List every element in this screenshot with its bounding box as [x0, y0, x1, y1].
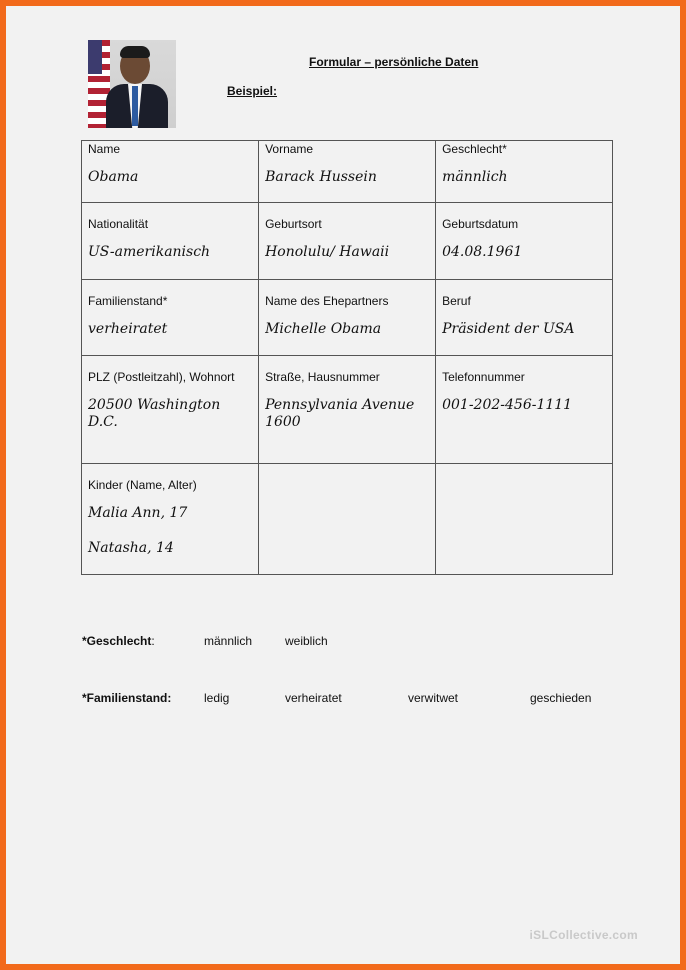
legend-geschlecht-text: *Geschlecht: [82, 634, 152, 648]
form-cell-strasse: [259, 356, 436, 464]
field-label: Straße, Hausnummer: [265, 370, 380, 384]
legend-option: verheiratet: [285, 691, 342, 705]
legend-geschlecht-label: [82, 634, 155, 648]
table-row: [82, 141, 613, 203]
form-cell-telefon: [436, 356, 613, 464]
field-label: Name: [88, 142, 121, 156]
table-row: [82, 464, 613, 575]
form-cell-beruf: [436, 280, 613, 356]
form-cell-geburtsdatum: [436, 203, 613, 280]
form-cell-wohnort: [82, 356, 259, 464]
field-label: Geburtsdatum: [442, 217, 519, 231]
legend-familienstand-label: *Familienstand:: [82, 691, 172, 705]
field-value[interactable]: männlich: [442, 169, 508, 185]
field-value[interactable]: Honolulu/ Hawaii: [265, 244, 390, 260]
legend-option: geschieden: [530, 691, 592, 705]
field-value[interactable]: verheiratet: [88, 321, 168, 337]
form-cell-nationalitaet: [82, 203, 259, 280]
field-label: Beruf: [442, 294, 471, 308]
legend-option: weiblich: [285, 634, 328, 648]
field-label: Geburtsort: [265, 217, 322, 231]
form-cell-vorname: [259, 141, 436, 203]
field-label: Familienstand*: [88, 294, 168, 308]
table-row: [82, 280, 613, 356]
field-value[interactable]: Natasha, 14: [88, 540, 174, 556]
field-value[interactable]: 04.08.1961: [442, 244, 523, 260]
field-label: PLZ (Postleitzahl), Wohnort: [88, 370, 235, 384]
form-cell-geburtsort: [259, 203, 436, 280]
form-cell-familienstand: [82, 280, 259, 356]
form-cell-kinder: [82, 464, 259, 575]
page-title: Formular – persönliche Daten: [309, 55, 479, 69]
watermark: iSLCollective.com: [529, 928, 638, 942]
field-label: Telefonnummer: [442, 370, 525, 384]
photo-tie: [132, 86, 138, 126]
field-value[interactable]: Malia Ann, 17: [88, 505, 188, 521]
form-cell-ehepartner: [259, 280, 436, 356]
legend-option: verwitwet: [408, 691, 459, 705]
personal-data-table: [81, 140, 613, 575]
example-label: Beispiel:: [227, 84, 278, 98]
field-value[interactable]: Präsident der USA: [442, 321, 575, 337]
form-cell-empty[interactable]: [436, 464, 613, 575]
form-cell-name: [82, 141, 259, 203]
field-label: Vorname: [265, 142, 314, 156]
field-value[interactable]: 001-202-456-1111: [442, 397, 573, 413]
table-row: [82, 356, 613, 464]
table-row: [82, 203, 613, 280]
field-label: Kinder (Name, Alter): [88, 478, 197, 492]
form-cell-geschlecht: [436, 141, 613, 203]
field-value[interactable]: Pennsylvania Avenue 1600: [265, 397, 415, 430]
field-label: Name des Ehepartners: [265, 294, 389, 308]
legend-option: ledig: [204, 691, 230, 705]
field-value[interactable]: US-amerikanisch: [88, 244, 211, 260]
form-cell-empty[interactable]: [259, 464, 436, 575]
field-label: Nationalität: [88, 217, 149, 231]
field-label: Geschlecht*: [442, 142, 507, 156]
photo-hair: [120, 46, 150, 58]
field-value[interactable]: Obama: [88, 169, 139, 185]
field-value[interactable]: 20500 Washington D.C.: [88, 397, 221, 430]
field-value[interactable]: Barack Hussein: [265, 169, 377, 185]
legend-colon: :: [151, 634, 155, 648]
legend-option: männlich: [204, 634, 253, 648]
field-value[interactable]: Michelle Obama: [265, 321, 382, 337]
portrait-photo: [88, 40, 176, 128]
